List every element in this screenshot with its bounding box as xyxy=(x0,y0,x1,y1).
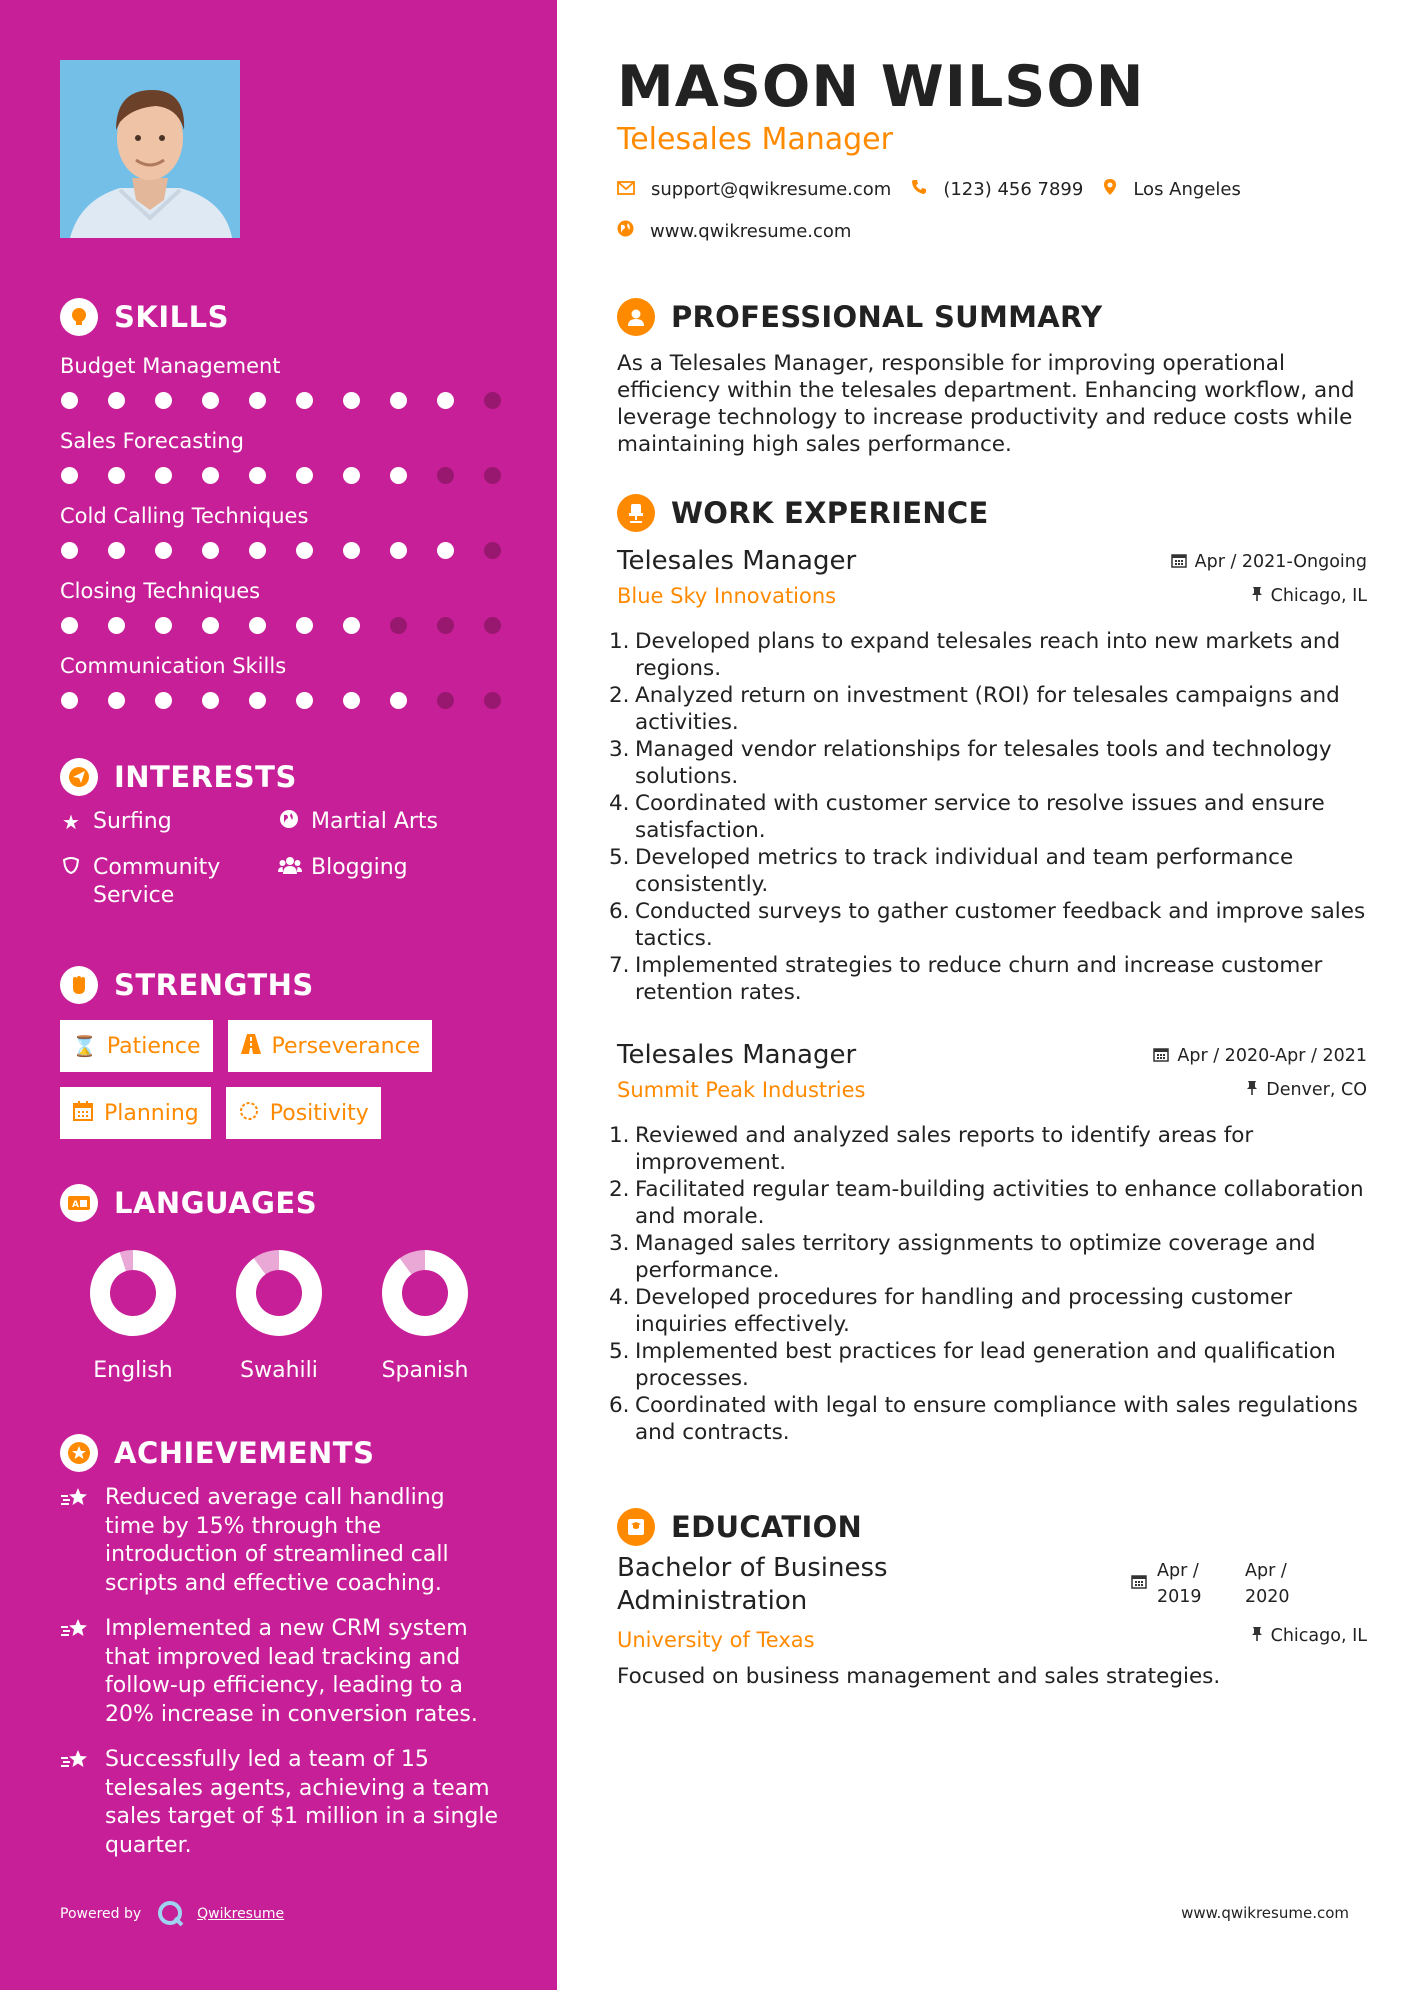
education-location: Chicago, IL xyxy=(1251,1626,1367,1646)
list-item: 5. Implemented best practices for lead generation and qualification processes. xyxy=(609,1339,1336,1391)
rating-dot xyxy=(249,467,266,484)
rating-dot xyxy=(155,467,172,484)
main-content xyxy=(557,0,1407,1990)
rating-dot xyxy=(343,692,360,709)
phone-icon xyxy=(911,179,927,200)
skill-item xyxy=(60,500,510,575)
lightbulb-icon xyxy=(60,298,98,336)
calendar-icon xyxy=(1153,1046,1169,1066)
strengths-heading: STRENGTHS xyxy=(114,968,314,1002)
rating-dot xyxy=(343,392,360,409)
profile-photo xyxy=(60,60,240,238)
achievements-section-title xyxy=(60,1434,374,1472)
list-item: 6. Coordinated with legal to ensure compliance with sales regulations and contracts. xyxy=(609,1393,1358,1445)
globe-icon xyxy=(617,220,634,242)
language-level-ring xyxy=(90,1250,176,1336)
job-company: Blue Sky Innovations xyxy=(617,584,837,608)
skill-name: Budget Management xyxy=(60,354,281,378)
job-location: Denver, CO xyxy=(1246,1080,1367,1100)
rating-dot xyxy=(61,692,78,709)
strength-tag: Positivity xyxy=(226,1087,381,1139)
rating-dot xyxy=(484,617,501,634)
rating-dot xyxy=(108,467,125,484)
skills-section-title xyxy=(60,298,229,336)
interest-item: ★ Surfing xyxy=(60,808,278,836)
trophy-star-icon xyxy=(60,1434,98,1472)
skills-list xyxy=(60,350,510,725)
shooting-star-icon xyxy=(60,1484,90,1598)
skill-name: Closing Techniques xyxy=(60,579,261,603)
star-icon: ★ xyxy=(62,810,80,834)
interests-list xyxy=(60,808,520,910)
envelope-icon xyxy=(617,180,635,200)
rating-dot xyxy=(484,692,501,709)
job-entry xyxy=(609,546,1367,1006)
rating-dot xyxy=(155,542,172,559)
strength-tag: Perseverance xyxy=(228,1020,433,1072)
rating-dot xyxy=(390,692,407,709)
job-date: Apr / 2021-Ongoing xyxy=(1171,552,1367,572)
languages-heading: LANGUAGES xyxy=(114,1186,318,1220)
skills-heading: SKILLS xyxy=(114,300,229,334)
users-icon xyxy=(278,854,300,882)
experience-section-title: WORK EXPERIENCE xyxy=(617,494,989,532)
rating-dot xyxy=(296,467,313,484)
rating-dot xyxy=(155,617,172,634)
language-item: Spanish xyxy=(352,1250,498,1383)
fist-icon xyxy=(60,966,98,1004)
job-duties-list xyxy=(609,1122,1367,1446)
website-row xyxy=(617,220,851,242)
skill-item xyxy=(60,575,510,650)
candidate-role: Telesales Manager xyxy=(617,122,893,157)
list-item: 3. Managed sales territory assignments to optimize coverage and performance. xyxy=(609,1231,1316,1283)
pin-icon xyxy=(1251,1626,1263,1646)
paper-plane-icon xyxy=(60,758,98,796)
language-level-ring xyxy=(382,1250,468,1336)
rating-dot xyxy=(108,542,125,559)
interest-item: Blogging xyxy=(278,854,498,910)
skill-name: Communication Skills xyxy=(60,654,287,678)
rating-dot xyxy=(343,617,360,634)
interest-item: Community Service xyxy=(60,854,278,910)
office-chair-icon xyxy=(617,494,655,532)
list-item: 1. Reviewed and analyzed sales reports to identify areas for improvement. xyxy=(609,1123,1254,1175)
rating-dot xyxy=(61,467,78,484)
list-item: 2. Facilitated regular team-building activities to enhance collaboration and morale. xyxy=(609,1177,1364,1229)
rating-dot xyxy=(390,392,407,409)
skill-rating xyxy=(60,542,510,559)
languages-section-title xyxy=(60,1184,317,1222)
education-section-title: EDUCATION xyxy=(617,1508,862,1546)
email-link[interactable]: support@qwikresume.com xyxy=(651,179,892,200)
rating-dot xyxy=(108,392,125,409)
list-item: 3. Managed vendor relationships for telesales tools and technology solutions. xyxy=(609,737,1332,789)
candidate-name: MASON WILSON xyxy=(617,54,1145,120)
footer-url[interactable]: www.qwikresume.com xyxy=(1181,1904,1349,1922)
rating-dot xyxy=(390,617,407,634)
rating-dot xyxy=(202,467,219,484)
shooting-star-icon xyxy=(60,1746,90,1860)
language-icon xyxy=(60,1184,98,1222)
qwikresume-logo-icon xyxy=(157,1900,185,1928)
phone-number: (123) 456 7899 xyxy=(943,179,1084,200)
rating-dot xyxy=(296,692,313,709)
language-level-ring xyxy=(236,1250,322,1336)
svg-text:A: A xyxy=(72,1200,80,1210)
skill-rating xyxy=(60,392,510,409)
interests-heading: INTERESTS xyxy=(114,760,297,794)
strength-tag: Planning xyxy=(60,1087,211,1139)
skill-name: Cold Calling Techniques xyxy=(60,504,309,528)
rating-dot xyxy=(296,542,313,559)
powered-by: Powered by Qwikresume xyxy=(60,1900,284,1928)
summary-text: As a Telesales Manager, responsible for improving operational efficiency within the telesales department. Enhancing workflow, and leverage technology to increase productivity and reduce costs while maintaining high sales performance. xyxy=(617,351,1355,457)
achievements-heading: ACHIEVEMENTS xyxy=(114,1436,375,1470)
skill-rating xyxy=(60,467,510,484)
job-title: Telesales Manager xyxy=(617,1040,857,1070)
hourglass-icon: ⌛ xyxy=(72,1034,97,1058)
rating-dot xyxy=(296,617,313,634)
job-company: Summit Peak Industries xyxy=(617,1078,866,1102)
languages-list xyxy=(60,1250,520,1383)
calendar-icon xyxy=(1131,1571,1147,1597)
rating-dot xyxy=(484,467,501,484)
language-item: Swahili xyxy=(206,1250,352,1383)
road-icon xyxy=(240,1034,262,1059)
rating-dot xyxy=(202,617,219,634)
rating-dot xyxy=(296,392,313,409)
rating-dot xyxy=(202,692,219,709)
sidebar xyxy=(0,0,557,1990)
graduation-cap-icon xyxy=(617,1508,655,1546)
education-description: Focused on business management and sales strategies. xyxy=(617,1664,1221,1689)
rating-dot xyxy=(202,392,219,409)
job-location: Chicago, IL xyxy=(1251,586,1367,606)
interests-section-title xyxy=(60,758,297,796)
achievement-item: Implemented a new CRM system that improved lead tracking and follow-up efficiency, leading to a 20% increase in conversion rates. xyxy=(60,1615,500,1729)
rating-dot xyxy=(249,617,266,634)
shooting-star-icon xyxy=(60,1615,90,1729)
list-item: 7. Implemented strategies to reduce churn and increase customer retention rates. xyxy=(609,953,1323,1005)
calendar-icon xyxy=(72,1100,94,1127)
rating-dot xyxy=(484,392,501,409)
rating-dot xyxy=(108,617,125,634)
rating-dot xyxy=(155,392,172,409)
rating-dot xyxy=(61,542,78,559)
pin-icon xyxy=(1251,586,1263,606)
strengths-section-title xyxy=(60,966,314,1004)
rating-dot xyxy=(390,467,407,484)
list-item: 4. Developed procedures for handling and processing customer inquiries effectively. xyxy=(609,1285,1293,1337)
list-item: 2. Analyzed return on investment (ROI) for telesales campaigns and activities. xyxy=(609,683,1340,735)
location: Los Angeles xyxy=(1133,179,1241,200)
rating-dot xyxy=(202,542,219,559)
calendar-icon xyxy=(1171,552,1187,572)
rating-dot xyxy=(437,617,454,634)
summary-section-title: PROFESSIONAL SUMMARY xyxy=(617,298,1102,336)
achievement-item: Reduced average call handling time by 15% through the introduction of streamlined call scripts and effective coaching. xyxy=(60,1484,500,1598)
rating-dot xyxy=(249,392,266,409)
interest-item: Martial Arts xyxy=(278,808,498,836)
rating-dot xyxy=(437,542,454,559)
list-item: 1. Developed plans to expand telesales reach into new markets and regions. xyxy=(609,629,1341,681)
strength-tag: ⌛ Patience xyxy=(60,1020,213,1072)
user-icon xyxy=(617,298,655,336)
list-item: 6. Conducted surveys to gather customer feedback and improve sales tactics. xyxy=(609,899,1366,951)
job-duties-list xyxy=(609,628,1367,1006)
shield-icon xyxy=(60,854,82,882)
qwikresume-link[interactable]: Qwikresume xyxy=(197,1906,285,1922)
rating-dot xyxy=(390,542,407,559)
rating-dot xyxy=(437,692,454,709)
rating-dot xyxy=(61,392,78,409)
education-entry xyxy=(617,1552,1367,1692)
job-date: Apr / 2020-Apr / 2021 xyxy=(1153,1046,1367,1066)
job-title: Telesales Manager xyxy=(617,546,857,576)
strengths-list xyxy=(60,1020,520,1139)
spinner-icon xyxy=(238,1100,260,1127)
rating-dot xyxy=(437,392,454,409)
list-item: 5. Developed metrics to track individual and team performance consistently. xyxy=(609,845,1294,897)
website-link[interactable]: www.qwikresume.com xyxy=(650,220,852,242)
contact-row xyxy=(617,178,1241,201)
skill-item xyxy=(60,650,510,725)
rating-dot xyxy=(343,467,360,484)
skill-item xyxy=(60,425,510,500)
achievements-list xyxy=(60,1484,500,1877)
rating-dot xyxy=(249,692,266,709)
rating-dot xyxy=(155,692,172,709)
rating-dot xyxy=(249,542,266,559)
skill-rating xyxy=(60,692,510,709)
rating-dot xyxy=(484,542,501,559)
rating-dot xyxy=(343,542,360,559)
language-item: English xyxy=(60,1250,206,1383)
education-date: Apr / 2019 Apr / 2020 xyxy=(1131,1558,1335,1610)
degree-title: Bachelor of Business Administration xyxy=(617,1553,888,1616)
rating-dot xyxy=(437,467,454,484)
map-marker-icon xyxy=(1103,178,1117,201)
achievement-item: Successfully led a team of 15 telesales agents, achieving a team sales target of $1 million in a single quarter. xyxy=(60,1746,500,1860)
rating-dot xyxy=(61,617,78,634)
skill-name: Sales Forecasting xyxy=(60,429,244,453)
rating-dot xyxy=(108,692,125,709)
pin-icon xyxy=(1246,1080,1258,1100)
skill-rating xyxy=(60,617,510,634)
globe-icon xyxy=(278,808,300,836)
list-item: 4. Coordinated with customer service to resolve issues and ensure satisfaction. xyxy=(609,791,1325,843)
school-name: University of Texas xyxy=(617,1628,815,1652)
skill-item xyxy=(60,350,510,425)
job-entry xyxy=(609,1040,1367,1446)
